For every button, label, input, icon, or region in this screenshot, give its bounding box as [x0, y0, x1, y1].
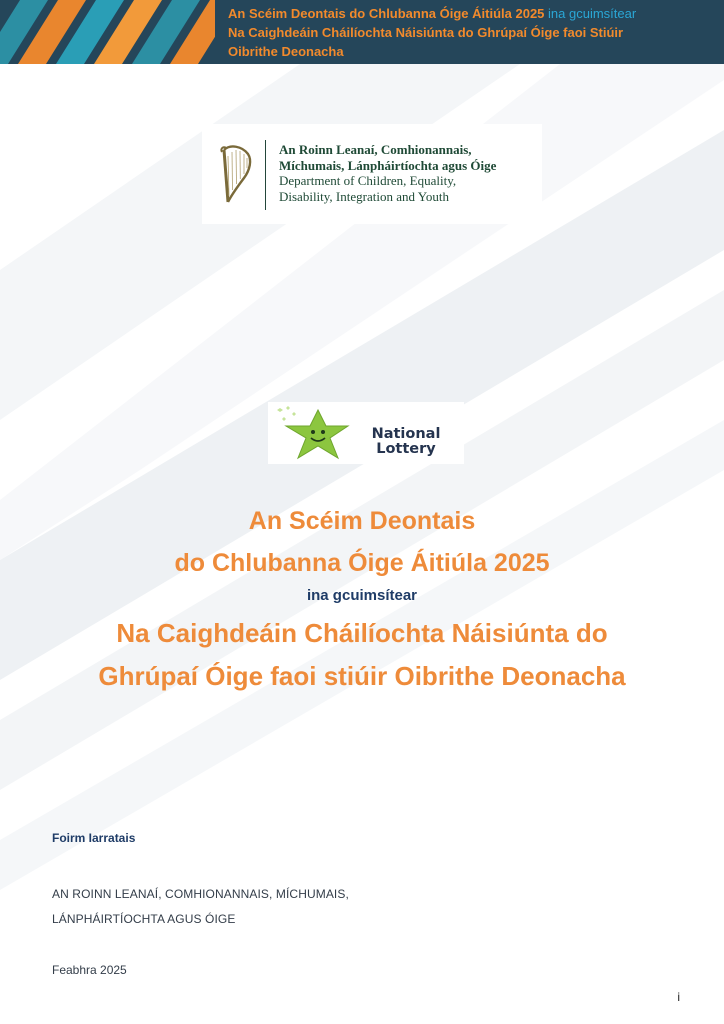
title-line-4: Ghrúpaí Óige faoi stiúir Oibrithe Deonacha — [98, 661, 626, 691]
logo-divider — [265, 140, 266, 210]
department-name-irish-line2: Míchumais, Lánpháirtíochta agus Óige — [279, 157, 497, 173]
title-line-1: An Scéim Deontais — [248, 507, 476, 535]
publication-date: Feabhra 2025 — [52, 963, 127, 977]
header-stripes-decoration — [0, 0, 215, 64]
lottery-wordmark-line1: National — [371, 426, 441, 442]
header-title — [228, 4, 718, 61]
header-title-line1 — [228, 4, 718, 23]
page-number: i — [677, 990, 680, 1004]
header-title-main: An Scéim Deontais do Chlubanna Óige Áitiúla 2025 — [228, 6, 545, 21]
department-name-english-line1: Department of Children, Equality, — [279, 173, 457, 188]
form-label: Foirm Iarratais — [52, 831, 136, 845]
title-connector: ina gcuimsítear — [306, 587, 418, 604]
department-name-irish — [279, 142, 541, 173]
lottery-wordmark-line2: Lottery — [376, 441, 436, 457]
lottery-wordmark — [350, 427, 462, 457]
title-line-2: do Chlubanna Óige Áitiúla 2025 — [174, 549, 550, 577]
header-title-suffix: ina gcuimsítear — [548, 6, 637, 21]
organisation-name-line2: LÁNPHÁIRTÍOCHTA AGUS ÓIGE — [52, 912, 236, 926]
national-lottery-logo — [268, 402, 464, 464]
title-line-3: Na Caighdeáin Cháilíochta Náisiúnta do — [116, 618, 608, 648]
header-banner — [0, 0, 724, 64]
organisation-name — [52, 882, 349, 932]
header-title-line3: Oibrithe Deonacha — [228, 44, 344, 59]
header-title-line2: Na Caighdeáin Cháilíochta Náisiúnta do Ghrúpaí Óige faoi Stiúir — [228, 25, 624, 40]
lottery-star-icon — [272, 404, 360, 462]
harp-icon — [216, 144, 256, 206]
document-title — [0, 500, 724, 698]
department-logo — [202, 124, 542, 224]
organisation-name-line1: AN ROINN LEANAÍ, COMHIONANNAIS, MÍCHUMAIS, — [52, 887, 349, 901]
department-name-english-line2: Disability, Integration and Youth — [279, 188, 449, 204]
department-name-irish-line1: An Roinn Leanaí, Comhionannais, — [279, 142, 472, 157]
department-name-english — [279, 173, 541, 204]
